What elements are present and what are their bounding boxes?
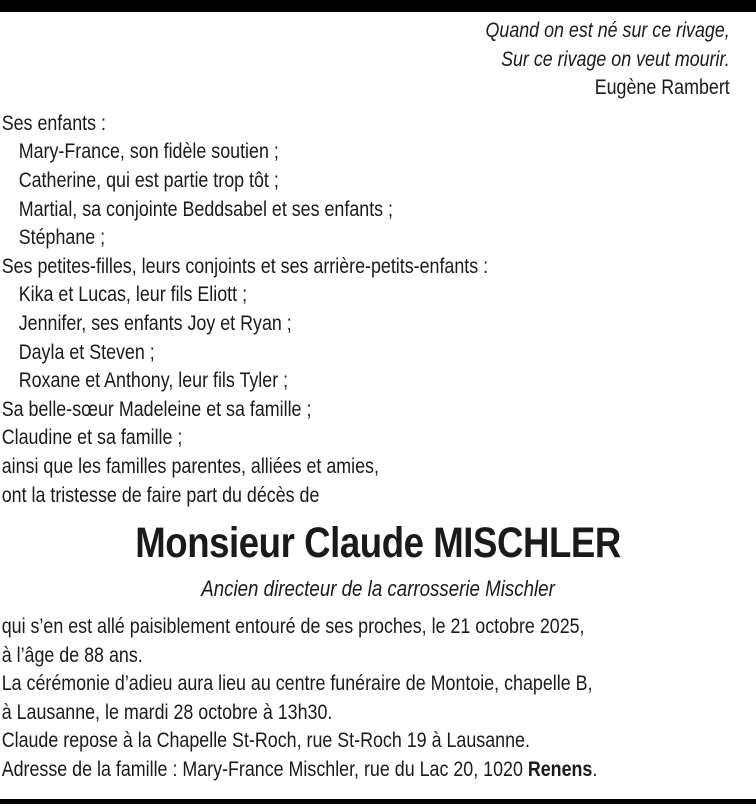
family-line: Sa belle-sœur Madeleine et sa famille ;: [1, 397, 312, 421]
family-address-line: [2, 756, 756, 785]
details-line: Claude repose à la Chapelle St-Roch, rue St-Roch 19 à Lausanne.: [1, 729, 530, 753]
family-line: Ses petites-filles, leurs conjoints et ses arrière-petits-enfants :: [1, 254, 489, 278]
deceased-name-title: Monsieur Claude MISCHLER: [135, 519, 621, 568]
family-line: Catherine, qui est partie trop tôt ;: [18, 168, 279, 192]
details-line: à Lausanne, le mardi 28 octobre à 13h30.: [1, 700, 333, 724]
deceased-subtitle: Ancien directeur de la carrosserie Mischler: [201, 576, 555, 602]
family-line: ainsi que les familles parentes, alliées et amies,: [1, 454, 379, 478]
notice-content: [0, 12, 756, 785]
epigraph-attribution: Eugène Rambert: [594, 76, 730, 100]
details-line: La cérémonie d’adieu aura lieu au centre funéraire de Montoie, chapelle B,: [1, 672, 593, 696]
bottom-rule: [0, 799, 756, 804]
family-line: Kika et Lucas, leur fils Eliott ;: [18, 283, 248, 307]
top-rule: [0, 0, 756, 12]
family-line: Claudine et sa famille ;: [1, 426, 183, 450]
details-line: qui s’en est allé paisiblement entouré de ses proches, le 21 octobre 2025,: [1, 615, 585, 639]
family-line: Roxane et Anthony, leur fils Tyler ;: [18, 369, 289, 393]
epigraph-quote-line-2: Sur ce rivage on veut mourir.: [501, 47, 730, 71]
family-line: Martial, sa conjointe Beddsabel et ses enfants ;: [18, 197, 394, 221]
family-line: Mary-France, son fidèle soutien ;: [18, 140, 279, 164]
epigraph-quote-line-1: Quand on est né sur ce rivage,: [485, 19, 730, 42]
ceremony-details: [0, 613, 756, 785]
family-line: Ses enfants :: [1, 111, 106, 135]
family-address-suffix: .: [592, 758, 598, 782]
family-line: Stéphane ;: [18, 226, 106, 250]
family-list: [0, 110, 756, 510]
details-line: à l’âge de 88 ans.: [1, 643, 143, 667]
family-line: ont la tristesse de faire part du décès de: [1, 483, 320, 507]
epigraph: [0, 17, 756, 103]
family-address-city: Renens: [527, 758, 593, 782]
family-line: Jennifer, ses enfants Joy et Ryan ;: [18, 311, 292, 335]
family-line: Dayla et Steven ;: [18, 340, 155, 364]
family-address-prefix: Adresse de la famille : Mary-France Mischler, rue du Lac 20, 1020: [1, 758, 528, 782]
